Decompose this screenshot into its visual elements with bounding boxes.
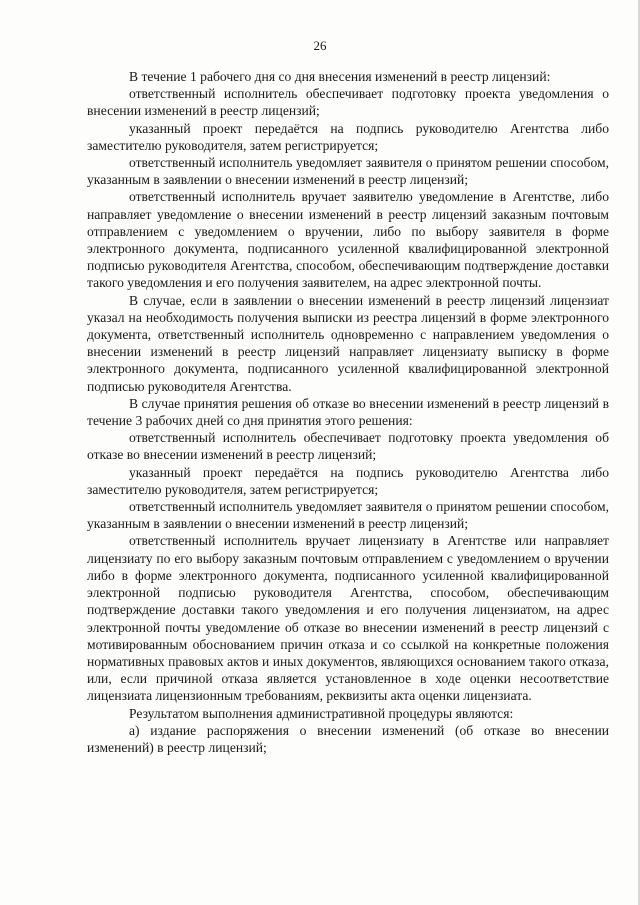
document-body: [87, 68, 609, 756]
paragraph: ответственный исполнитель уведомляет заявителя о принятом решении способом, указанным в заявлении о внесении изменений в реестр лицензий;: [87, 499, 609, 532]
paragraph: указанный проект передаётся на подпись руководителю Агентства либо заместителю руководителя, затем регистрируется;: [87, 464, 609, 497]
paragraph: а) издание распоряжения о внесении изменений (об отказе во внесении изменений) в реестр лицензий;: [87, 722, 609, 755]
paragraph: В случае принятия решения об отказе во внесении изменений в реестр лицензий в течение 3 рабочих дней со дня принятия этого решения:: [87, 395, 609, 429]
paragraph: Результатом выполнения административной процедуры являются:: [129, 705, 514, 721]
page-number: 26: [313, 38, 327, 53]
paragraph: ответственный исполнитель обеспечивает подготовку проекта уведомления об отказе во внесении изменений в реестр лицензий;: [87, 430, 609, 463]
paragraph: В течение 1 рабочего дня со дня внесения изменений в реестр лицензий:: [129, 69, 551, 84]
paragraph: ответственный исполнитель уведомляет заявителя о принятом решении способом, указанным в заявлении о внесении изменений в реестр лицензий;: [87, 155, 609, 188]
paragraph: ответственный исполнитель вручает лицензиату в Агентстве или направляет лицензиату по его выбору заказным почтовым отправлением с уведомлением о вручении либо в форме электронного документа, подписанного усиленной квалифицированной электронной подписью руководителя Агентства, способом, обеспечивающим подтверждение доставки такого уведомления и его получения лицензиатом, на адрес электронной почты уведомление об отказе во внесении изменений в реестр лицензий с мотивированным обоснованием причин отказа и со ссылкой на конкретные положения нормативных правовых актов и иных документов, являющихся основанием такого отказа, или, если причиной отказа является установленное в ходе оценки несоответствие лицензиата лицензионным требованиям, реквизиты акта оценки лицензиата.: [87, 533, 609, 704]
paragraph: указанный проект передаётся на подпись руководителю Агентства либо заместителю руководителя, затем регистрируется;: [87, 120, 609, 153]
paragraph: ответственный исполнитель обеспечивает подготовку проекта уведомления о внесении изменений в реестр лицензий;: [87, 86, 609, 119]
paragraph: В случае, если в заявлении о внесении изменений в реестр лицензий лицензиат указал на необходимость получения выписки из реестра лицензий в форме электронного документа, ответственный исполнитель одновременно с направлением уведомления о внесении изменений в реестр лицензий направляет лицензиату выписку в форме электронного документа, подписанного усиленной квалифицированной электронной подписью руководителя Агентства.: [87, 292, 609, 394]
paragraph: ответственный исполнитель вручает заявителю уведомление в Агентстве, либо направляет уведомление о внесении изменений в реестр лицензий заказным почтовым отправлением с уведомлением о вручении, либо по выбору заявителя в форме электронного документа, подписанного усиленной квалифицированной электронной подписью руководителя Агентства, способом, обеспечивающим подтверждение доставки такого уведомления и его получения заявителем, на адрес электронной почты.: [87, 189, 609, 291]
